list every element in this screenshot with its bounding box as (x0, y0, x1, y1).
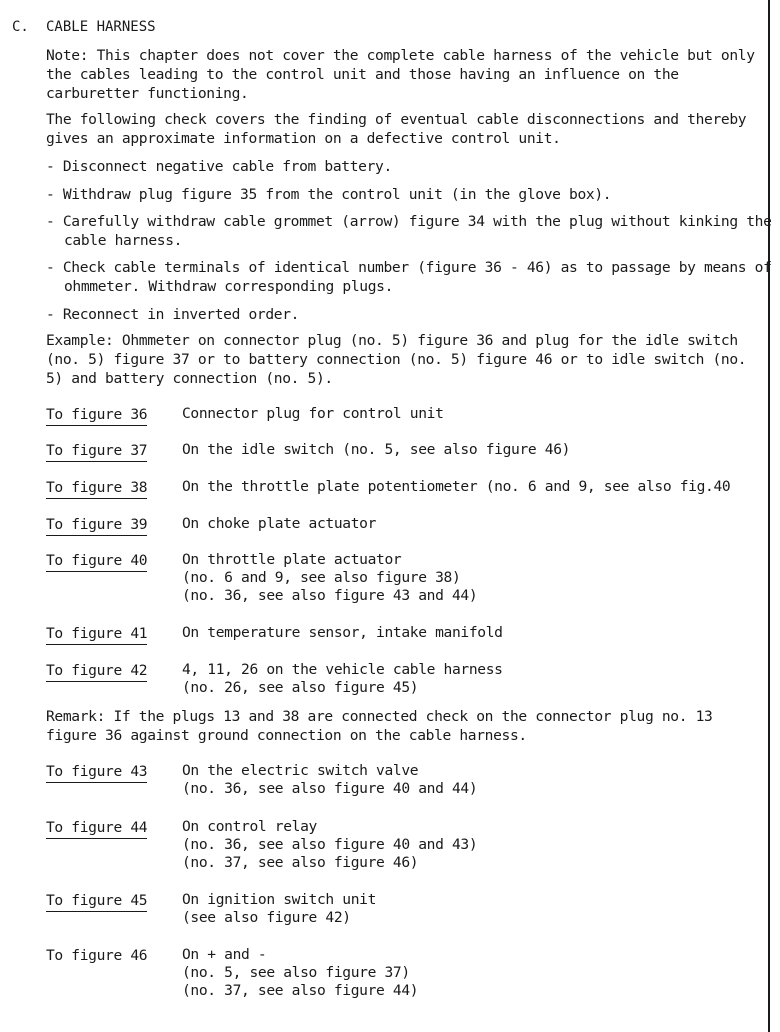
figure-label: To figure 40 (46, 551, 147, 572)
section-heading (12, 18, 156, 37)
intro-paragraph: The following check covers the finding of eventual cable disconnections and thereby gives an approximate information on a defective control unit. (46, 111, 747, 147)
figure-label: To figure 42 (46, 661, 147, 682)
figure-line: Connector plug for control unit (182, 405, 444, 422)
figure-description (182, 624, 780, 642)
note-paragraph: Note: This chapter does not cover the complete cable harness of the vehicle but only the cables leading to the control unit and those having an influence on the carburetter functioning. (46, 47, 755, 102)
step-item: - Withdraw plug figure 35 from the control unit (in the glove box). (46, 186, 612, 203)
figure-line: On the idle switch (no. 5, see also figure 46) (182, 441, 571, 458)
example-paragraph: Example: Ohmmeter on connector plug (no. 5) figure 36 and plug for the idle switch (no. 5) figure 37 or to battery connection (no. 5) figure 46 or to idle switch (no. 5) and battery connection (no. 5). (46, 332, 747, 387)
figure-line: (no. 36, see also figure 43 and 44) (182, 587, 478, 604)
figure-label: To figure 36 (46, 405, 147, 426)
figure-line: On the throttle plate potentiometer (no. 6 and 9, see also fig.40 (182, 478, 731, 495)
figure-label: To figure 45 (46, 891, 147, 912)
figure-line: On + and - (182, 946, 267, 963)
figure-line: 4, 11, 26 on the vehicle cable harness (182, 661, 503, 678)
step-item: - Reconnect in inverted order. (46, 306, 300, 323)
figure-line: (no. 6 and 9, see also figure 38) (182, 569, 461, 586)
figure-description (182, 661, 780, 697)
figure-line: On temperature sensor, intake manifold (182, 624, 503, 641)
figure-description (182, 891, 780, 927)
figure-description (182, 551, 780, 605)
figure-description (182, 441, 780, 459)
figure-line: On choke plate actuator (182, 515, 377, 532)
figure-line: (no. 36, see also figure 40 and 43) (182, 836, 478, 853)
figure-line: On control relay (182, 818, 317, 835)
figure-description (182, 818, 780, 872)
figure-label: To figure 44 (46, 818, 147, 839)
step-item: - Disconnect negative cable from battery. (46, 158, 392, 175)
figure-label: To figure 39 (46, 515, 147, 536)
figure-line: (see also figure 42) (182, 909, 351, 926)
figure-line: On throttle plate actuator (182, 551, 402, 568)
section-letter: C. (12, 19, 29, 35)
figure-line: (no. 36, see also figure 40 and 44) (182, 780, 478, 797)
remark-paragraph: Remark: If the plugs 13 and 38 are connected check on the connector plug no. 13 figure 36 against ground connection on the cable harness. (46, 708, 713, 744)
figure-label: To figure 38 (46, 478, 147, 499)
section-title: CABLE HARNESS (46, 19, 156, 35)
figure-line: (no. 26, see also figure 45) (182, 679, 419, 696)
figure-description (182, 762, 780, 798)
figure-description (182, 405, 780, 423)
figure-line: (no. 37, see also figure 44) (182, 982, 419, 999)
figure-label: To figure 37 (46, 441, 147, 462)
figure-label: To figure 43 (46, 762, 147, 783)
figure-label: To figure 41 (46, 624, 147, 645)
figure-description (182, 478, 768, 496)
figure-line: On ignition switch unit (182, 891, 377, 908)
figure-description (182, 515, 780, 533)
figure-line: On the electric switch valve (182, 762, 419, 779)
figure-description (182, 946, 780, 1000)
figure-label: To figure 46 (46, 947, 148, 964)
figure-line: (no. 37, see also figure 46) (182, 854, 419, 871)
figure-line: (no. 5, see also figure 37) (182, 964, 410, 981)
step-item: - Check cable terminals of identical number (figure 36 - 46) as to passage by means of ohmmeter. Withdraw corresponding plugs. (46, 259, 772, 295)
step-item: - Carefully withdraw cable grommet (arrow) figure 34 with the plug without kinking the cable harness. (46, 213, 772, 249)
